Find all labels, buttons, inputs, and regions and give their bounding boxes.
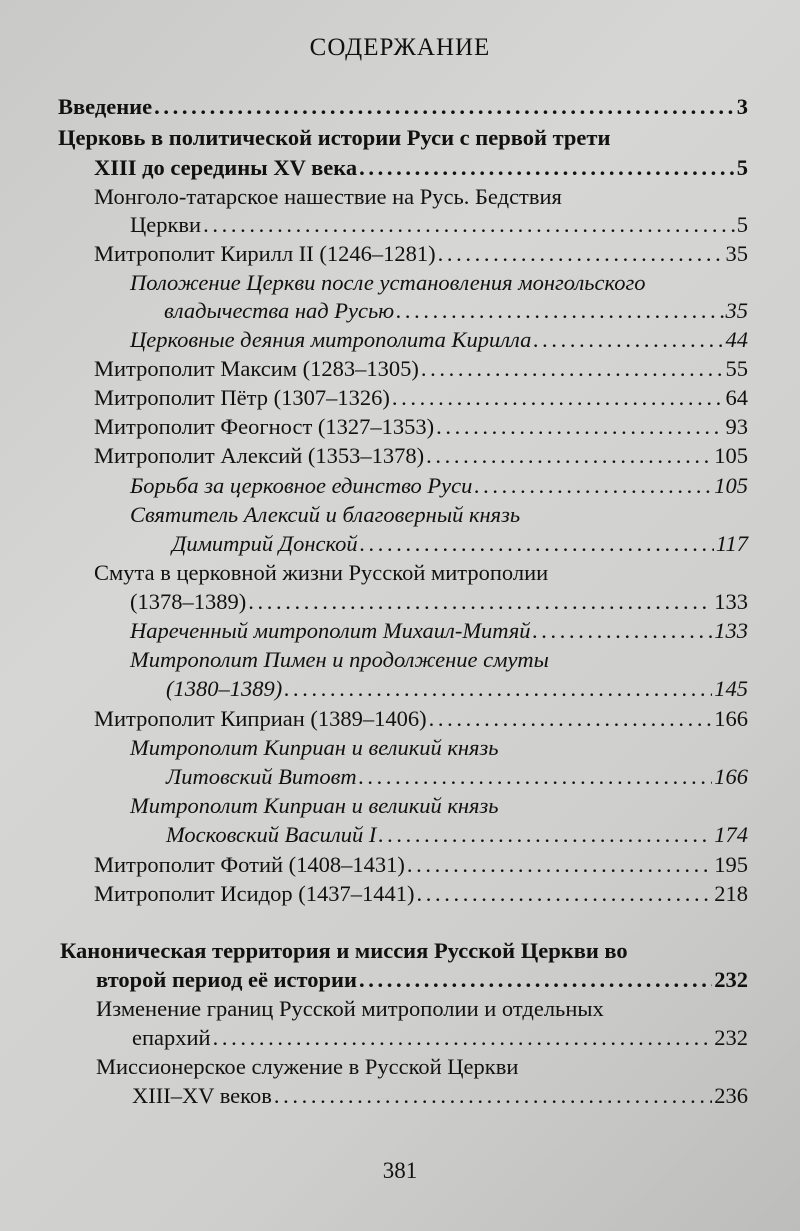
toc-entry <box>94 183 562 211</box>
toc-entry <box>166 763 748 791</box>
toc-entry-page: 236 <box>714 1083 748 1108</box>
toc-entry <box>130 501 520 529</box>
toc-entry-text: Монголо-татарское нашествие на Русь. Бедствия <box>94 184 562 209</box>
toc-entry <box>94 240 748 268</box>
toc-entry <box>94 355 748 383</box>
toc-entry <box>94 154 748 182</box>
leader-dots <box>284 675 712 703</box>
toc-entry <box>166 675 748 703</box>
toc-entry <box>94 851 748 879</box>
leader-dots <box>154 93 735 121</box>
toc-entry-page: 174 <box>714 822 748 847</box>
leader-dots <box>436 413 723 441</box>
toc-entry-text: Митрополит Киприан и великий князь <box>130 793 499 818</box>
toc-entry <box>94 880 748 908</box>
toc-entry-text: Введение <box>58 94 153 119</box>
toc-entry-text: Митрополит Кирилл II (1246–1281) <box>94 241 436 266</box>
toc-entry-text: Нареченный митрополит Михаил-Митяй <box>130 618 531 643</box>
toc-entry-page: 64 <box>725 385 748 410</box>
leader-dots <box>533 326 723 354</box>
leader-dots <box>416 880 712 908</box>
toc-entry-text: Положение Церкви после установления монгольского <box>130 270 646 295</box>
toc-entry <box>58 93 748 121</box>
leader-dots <box>378 821 712 849</box>
leader-dots <box>359 763 713 791</box>
toc-entry <box>94 384 748 412</box>
toc-entry <box>132 1024 748 1052</box>
toc-entry <box>96 995 604 1023</box>
toc-entry-page: 55 <box>725 356 748 381</box>
toc-entry-text: Изменение границ Русской митрополии и отдельных <box>96 996 604 1021</box>
toc-entry-text: Митрополит Киприан (1389–1406) <box>94 706 427 731</box>
toc-entry-text: Литовский Витовт <box>166 764 357 789</box>
leader-dots <box>429 705 713 733</box>
toc-entry-text: (1380–1389) <box>166 676 283 701</box>
toc-entry <box>130 211 748 239</box>
leader-dots <box>248 588 712 616</box>
toc-entry-text: Митрополит Исидор (1437–1441) <box>94 881 415 906</box>
toc-entry-page: 195 <box>714 852 748 877</box>
toc-entry <box>96 966 748 994</box>
toc-entry-text: Митрополит Феогност (1327–1353) <box>94 414 435 439</box>
leader-dots <box>533 617 713 645</box>
toc-entry-page: 133 <box>714 589 748 614</box>
toc-entry <box>58 124 610 152</box>
toc-entry-page: 35 <box>725 241 748 266</box>
toc-entry <box>130 269 645 297</box>
toc-entry-text: XIII до середины XV века <box>94 155 358 180</box>
toc-entry-page: 218 <box>714 881 748 906</box>
toc-entry-page: 93 <box>725 414 748 439</box>
leader-dots <box>392 384 724 412</box>
toc-entry-text: Митрополит Фотий (1408–1431) <box>94 852 405 877</box>
toc-entry-text: Димитрий Донской <box>172 531 358 556</box>
toc-entry-page: 5 <box>736 212 748 237</box>
toc-entry <box>94 413 748 441</box>
toc-entry-text: Миссионерское служение в Русской Церкви <box>96 1054 519 1079</box>
toc-entry-page: 232 <box>714 967 748 992</box>
toc-entry-page: 145 <box>714 676 748 701</box>
toc-entry <box>166 821 748 849</box>
toc-entry-page: 35 <box>725 298 748 323</box>
toc-entry-text: Церковь в политической истории Руси с первой трети <box>58 125 611 150</box>
leader-dots <box>438 240 724 268</box>
toc-entry-page: 166 <box>714 706 748 731</box>
toc-entry <box>164 297 748 325</box>
toc-entry-page: 133 <box>714 618 748 643</box>
page-number: 381 <box>382 1158 418 1183</box>
toc-entry <box>130 617 748 645</box>
toc-entry-text: XIII–XV веков <box>132 1083 272 1108</box>
toc-entry-page: 44 <box>725 327 748 352</box>
toc-entry-text: второй период её истории <box>96 967 357 992</box>
toc-entry-text: Каноническая территория и миссия Русской Церкви во <box>60 938 628 963</box>
leader-dots <box>213 1024 713 1052</box>
toc-entry <box>132 1082 748 1110</box>
toc-entry-page: 105 <box>714 473 748 498</box>
leader-dots <box>396 297 723 325</box>
toc-entry-page: 232 <box>714 1025 748 1050</box>
contents-heading: СОДЕРЖАНИЕ <box>309 34 491 61</box>
toc-entry <box>94 559 548 587</box>
leader-dots <box>203 211 735 239</box>
toc-entry <box>94 442 748 470</box>
toc-entry-page: 117 <box>715 531 748 556</box>
toc-entry-text: Митрополит Киприан и великий князь <box>130 735 499 760</box>
toc-entry <box>172 530 748 558</box>
toc-entry-text: Борьба за церковное единство Руси <box>130 473 473 498</box>
toc-entry-text: владычества над Русью <box>164 298 395 323</box>
toc-entry <box>130 734 499 762</box>
toc-entry <box>130 588 748 616</box>
toc-entry-page: 166 <box>714 764 748 789</box>
toc-entry-text: Церкви <box>130 212 202 237</box>
leader-dots <box>407 851 712 879</box>
toc-entry-text: Московский Василий I <box>166 822 377 847</box>
toc-entry <box>60 937 628 965</box>
toc-entry-page: 105 <box>714 443 748 468</box>
toc-entry <box>96 1053 518 1081</box>
toc-entry-text: (1378–1389) <box>130 589 247 614</box>
toc-entry-text: Митрополит Пимен и продолжение смуты <box>130 647 549 672</box>
toc-entry-page: 5 <box>736 155 748 180</box>
leader-dots <box>421 355 724 383</box>
leader-dots <box>359 154 735 182</box>
toc-entry <box>130 326 748 354</box>
toc-entry <box>130 792 499 820</box>
toc-entry-text: Митрополит Максим (1283–1305) <box>94 356 419 381</box>
toc-entry-text: Митрополит Алексий (1353–1378) <box>94 443 425 468</box>
toc-entry-text: епархий <box>132 1025 211 1050</box>
leader-dots <box>274 1082 712 1110</box>
toc-entry-page: 3 <box>736 94 748 119</box>
leader-dots <box>359 966 712 994</box>
toc-entry <box>94 705 748 733</box>
toc-entry-text: Смута в церковной жизни Русской митрополии <box>94 560 549 585</box>
leader-dots <box>360 530 714 558</box>
toc-entry-text: Митрополит Пётр (1307–1326) <box>94 385 390 410</box>
toc-entry-text: Святитель Алексий и благоверный князь <box>130 502 521 527</box>
toc-entry-text: Церковные деяния митрополита Кирилла <box>130 327 532 352</box>
leader-dots <box>474 472 712 500</box>
toc-entry <box>130 472 748 500</box>
leader-dots <box>426 442 712 470</box>
toc-entry <box>130 646 549 674</box>
